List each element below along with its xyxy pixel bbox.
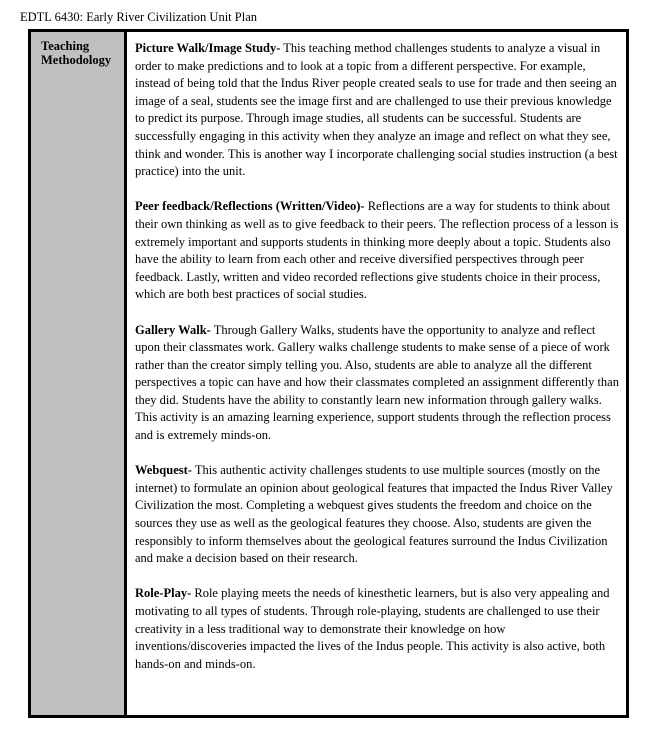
row-label-cell: [31, 32, 127, 715]
section-peer-feedback: [135, 198, 620, 304]
section-title: Webquest-: [135, 463, 192, 478]
section-title: Peer feedback/Reflections (Written/Video)-: [135, 199, 365, 214]
section-webquest: [135, 462, 620, 568]
section-text: Reflections are a way for students to think about their own thinking as well as to give feedback to their peers. The reflection process of a lesson is extremely important and supports students in thinking more deeply about a topic. Students also have the ability to learn from each other and receive diversified perspectives through peer feedback. Lastly, written and video recorded reflections give students choice in their process, which are both best practices of social studies.: [135, 199, 619, 302]
section-text: This teaching method challenges students to analyze a visual in order to make predictions and to look at a topic from a different perspective. For example, instead of being told that the Indus River people created seals to use for trade and then seeing an image of a seal, students see the image first and are challenged to use their previous knowledge to predict its purpose. Through image studies, all students can be successful. Students are successfully engaging in this activity when they analyze an image and reflect on what they see, think and wonder. This is another way I incorporate challenging social studies instruction (a best practice) into the unit.: [135, 41, 618, 179]
section-title: Role-Play-: [135, 586, 192, 601]
section-text: This authentic activity challenges students to use multiple sources (mostly on the internet) to formulate an opinion about geological features that impacted the Indus River Valley Civilization the most. Completing a webquest gives students the freedom and choice on the sources they use as well as the geological features they choose. Also, students are given the responsibly to inform themselves about the geological features surround the Indus Civilization and make a decision based on their research.: [135, 463, 613, 566]
methodology-table: [28, 29, 629, 718]
section-text: Role playing meets the needs of kinesthetic learners, but is also very appealing and motivating to all types of students. Through role-playing, students are challenged to use their creativity in a less traditional way to demonstrate their knowledge on how inventions/discoveries impacted the lives of the Indus people. This activity is also active, both hands-on and minds-on.: [135, 586, 610, 671]
section-gallery-walk: [135, 322, 620, 445]
section-text: Through Gallery Walks, students have the opportunity to analyze and reflect upon their classmates work. Gallery walks challenge students to make sense of a piece of work rather than the creator simply telling you. Also, students are able to analyze all the different perspectives a topic can have and how their classmates completed an assignment differently than they did. Students have the ability to constantly learn new information through gallery walks. This activity is an amazing learning experience, support students through the reflection process and is extremely minds-on.: [135, 322, 619, 443]
section-title: Picture Walk/Image Study-: [135, 41, 281, 55]
row-content-cell: [127, 32, 626, 715]
section-role-play: [135, 585, 620, 673]
row-label-line2: Methodology: [41, 53, 112, 67]
document-header: EDTL 6430: Early River Civilization Unit Plan: [20, 10, 257, 24]
section-picture-walk: [135, 40, 620, 181]
section-title: Gallery Walk-: [135, 322, 211, 337]
row-label-line1: Teaching: [41, 39, 90, 53]
